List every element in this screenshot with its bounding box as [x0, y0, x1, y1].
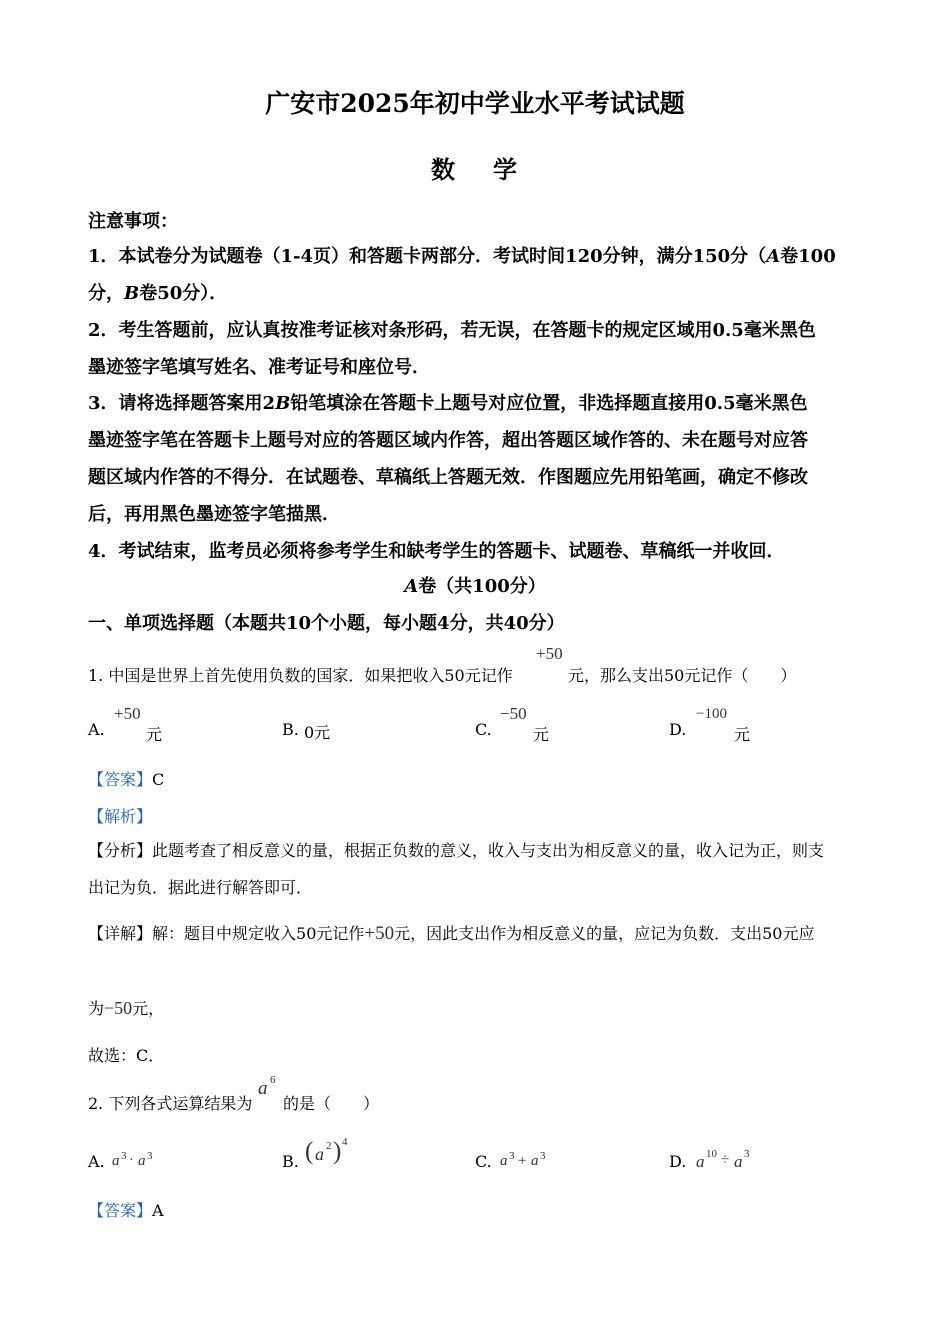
q2-b-base: a [315, 1144, 324, 1164]
q2-b-right-paren: ) [333, 1138, 342, 1165]
q2-stem-exp: 6 [270, 1074, 276, 1086]
notice-line-3b: 墨迹签字笔在答题卡上题号对应的答题区域内作答，超出答题区域作答的、未在题号对应答 [88, 430, 808, 451]
q2-c-base1: a [500, 1153, 508, 1169]
q1-option-b-label: B. [282, 720, 299, 739]
q2-c-exp1: 3 [509, 1150, 515, 1162]
q1-final-choice: 故选：C． [88, 1046, 165, 1065]
notice-line-3a [88, 389, 808, 415]
q1-xiangjie-math: +50 [364, 923, 395, 944]
q2-option-a-label: A. [88, 1152, 105, 1171]
q1-option-d-label: D. [669, 720, 687, 739]
notice-heading: 注意事项： [88, 211, 178, 232]
notice-line-4: 4．考试结束，监考员必须将参考学生和缺考学生的答题卡、试题卷、草稿纸一并收回． [88, 541, 785, 562]
notice-1b-pre: 分， [88, 283, 124, 304]
q1-option-d-unit: 元 [734, 725, 751, 744]
q1-option-a-label: A. [88, 720, 105, 739]
q2-option-b-expr [305, 1136, 355, 1172]
q2-option-c-label: C. [475, 1152, 492, 1171]
q2-a-op: · [129, 1153, 134, 1168]
q2-option-d-label: D. [669, 1152, 687, 1171]
q1-fenxi-line-b: 出记为负．据此进行解答即可． [88, 878, 313, 897]
q2-b-exp-in: 2 [326, 1140, 332, 1152]
q2-option-a-expr [112, 1150, 162, 1174]
page-title: 广安市2025年初中学业水平考试试题 [265, 89, 685, 118]
notice-line-1a [88, 242, 836, 268]
q2-answer-tag: 【答案】 [88, 1201, 153, 1220]
q1-xiangjie-c-math: −50 [104, 998, 133, 1018]
notice-3a-italic: B [275, 393, 291, 414]
q1-option-b-text: 0元 [304, 723, 331, 742]
q1-stem-math: +50 [536, 644, 563, 663]
q1-stem-b: 元，那么支出50元记作（ ） [568, 666, 797, 685]
q2-b-exp-out: 4 [342, 1136, 348, 1148]
q2-option-b-label: B. [282, 1152, 299, 1171]
notice-line-3c: 题区域内作答的不得分．在试题卷、草稿纸上答题无效．作图题应先用铅笔画，确定不修改 [88, 467, 808, 488]
q2-d-base1: a [696, 1152, 705, 1171]
q2-a-exp1: 3 [121, 1150, 127, 1162]
q1-xiangjie-line-c [88, 996, 164, 1019]
q2-answer-value: A [152, 1201, 164, 1220]
q1-xiangjie-tag: 【详解】 [88, 924, 153, 943]
q2-c-base2: a [531, 1153, 539, 1169]
notice-1b-italic: B [124, 283, 140, 304]
q2-d-op: ÷ [721, 1152, 730, 1168]
q2-stem-base: a [258, 1078, 268, 1099]
q2-c-op: + [518, 1153, 527, 1169]
notice-1a-text: 1．本试卷分为试题卷（1-4页）和答题卡两部分．考试时间120分钟，满分150分（ [88, 246, 767, 267]
q2-stem-a: 2. 下列各式运算结果为 [88, 1094, 253, 1113]
notice-1a-italic: A [766, 246, 781, 267]
q2-option-d-expr [696, 1148, 760, 1174]
subject-char-1: 数 [431, 155, 457, 184]
q2-b-left-paren: ( [305, 1138, 314, 1165]
subject-title [0, 150, 950, 185]
subject-char-2: 学 [493, 155, 519, 184]
q1-option-a-unit: 元 [146, 725, 163, 744]
section-a-rest: 卷（共100分） [418, 576, 546, 597]
q1-option-c-math: −50 [500, 704, 527, 723]
q2-a-exp2: 3 [147, 1150, 153, 1162]
q2-d-exp1: 10 [706, 1148, 717, 1160]
q1-answer-value: C [152, 770, 165, 789]
q2-a-base1: a [112, 1153, 120, 1169]
notice-3a-end: 铅笔填涂在答题卡上题号对应位置，非选择题直接用0.5毫米黑色 [290, 393, 808, 414]
notice-line-2b: 墨迹签字笔填写姓名、准考证号和座位号． [88, 357, 430, 378]
part-one-heading: 一、单项选择题（本题共10个小题，每小题4分，共40分） [88, 613, 565, 634]
q2-stem-b: 的是（ ） [283, 1094, 380, 1113]
notice-line-2a: 2．考生答题前，应认真按准考证核对条形码，若无误，在答题卡的规定区域用0.5毫米黑色 [88, 320, 816, 341]
q1-answer-tag: 【答案】 [88, 770, 153, 789]
q1-xiangjie-c-pre: 为 [88, 999, 105, 1018]
notice-3a-pre: 3．请将选择题答案用2 [88, 393, 276, 414]
notice-line-3d: 后，再用黑色墨迹签字笔描黑． [88, 504, 340, 525]
q1-xiangjie-c-end: 元， [132, 999, 165, 1018]
q2-c-exp2: 3 [540, 1150, 546, 1162]
q2-option-c-expr [500, 1150, 556, 1174]
q1-fenxi-line-a [88, 838, 824, 861]
q1-option-c-label: C. [475, 720, 492, 739]
q1-fenxi-tag: 【分析】 [88, 841, 153, 860]
q1-stem-a: 1. 中国是世界上首先使用负数的国家．如果把收入50元记作 [88, 666, 513, 685]
q1-xiangjie-text-b: 元，因此支出作为相反意义的量，应记为负数．支出50元应 [394, 924, 815, 943]
q2-a-base2: a [138, 1153, 146, 1169]
q1-analysis-tag: 【解析】 [88, 807, 153, 826]
q1-xiangjie-text-a: 解：题目中规定收入50元记作 [152, 924, 365, 943]
q1-option-c-unit: 元 [533, 725, 550, 744]
q2-answer [88, 1198, 164, 1221]
q1-xiangjie-line-a [88, 921, 814, 945]
notice-1a-end: 卷100 [780, 246, 836, 267]
notice-line-1b [88, 279, 227, 305]
q2-d-exp2: 3 [744, 1148, 750, 1160]
q1-option-d-math: −100 [696, 706, 727, 722]
q1-option-a-math: +50 [114, 704, 141, 723]
q1-answer [88, 767, 164, 790]
section-a-italic: A [404, 576, 419, 597]
q2-d-base2: a [734, 1152, 743, 1171]
notice-1b-end: 卷50分）． [139, 283, 228, 304]
q1-fenxi-text-a: 此题考查了相反意义的量，根据正负数的意义，收入与支出为相反意义的量，收入记为正，则支 [152, 841, 825, 860]
section-a-title [0, 572, 950, 598]
